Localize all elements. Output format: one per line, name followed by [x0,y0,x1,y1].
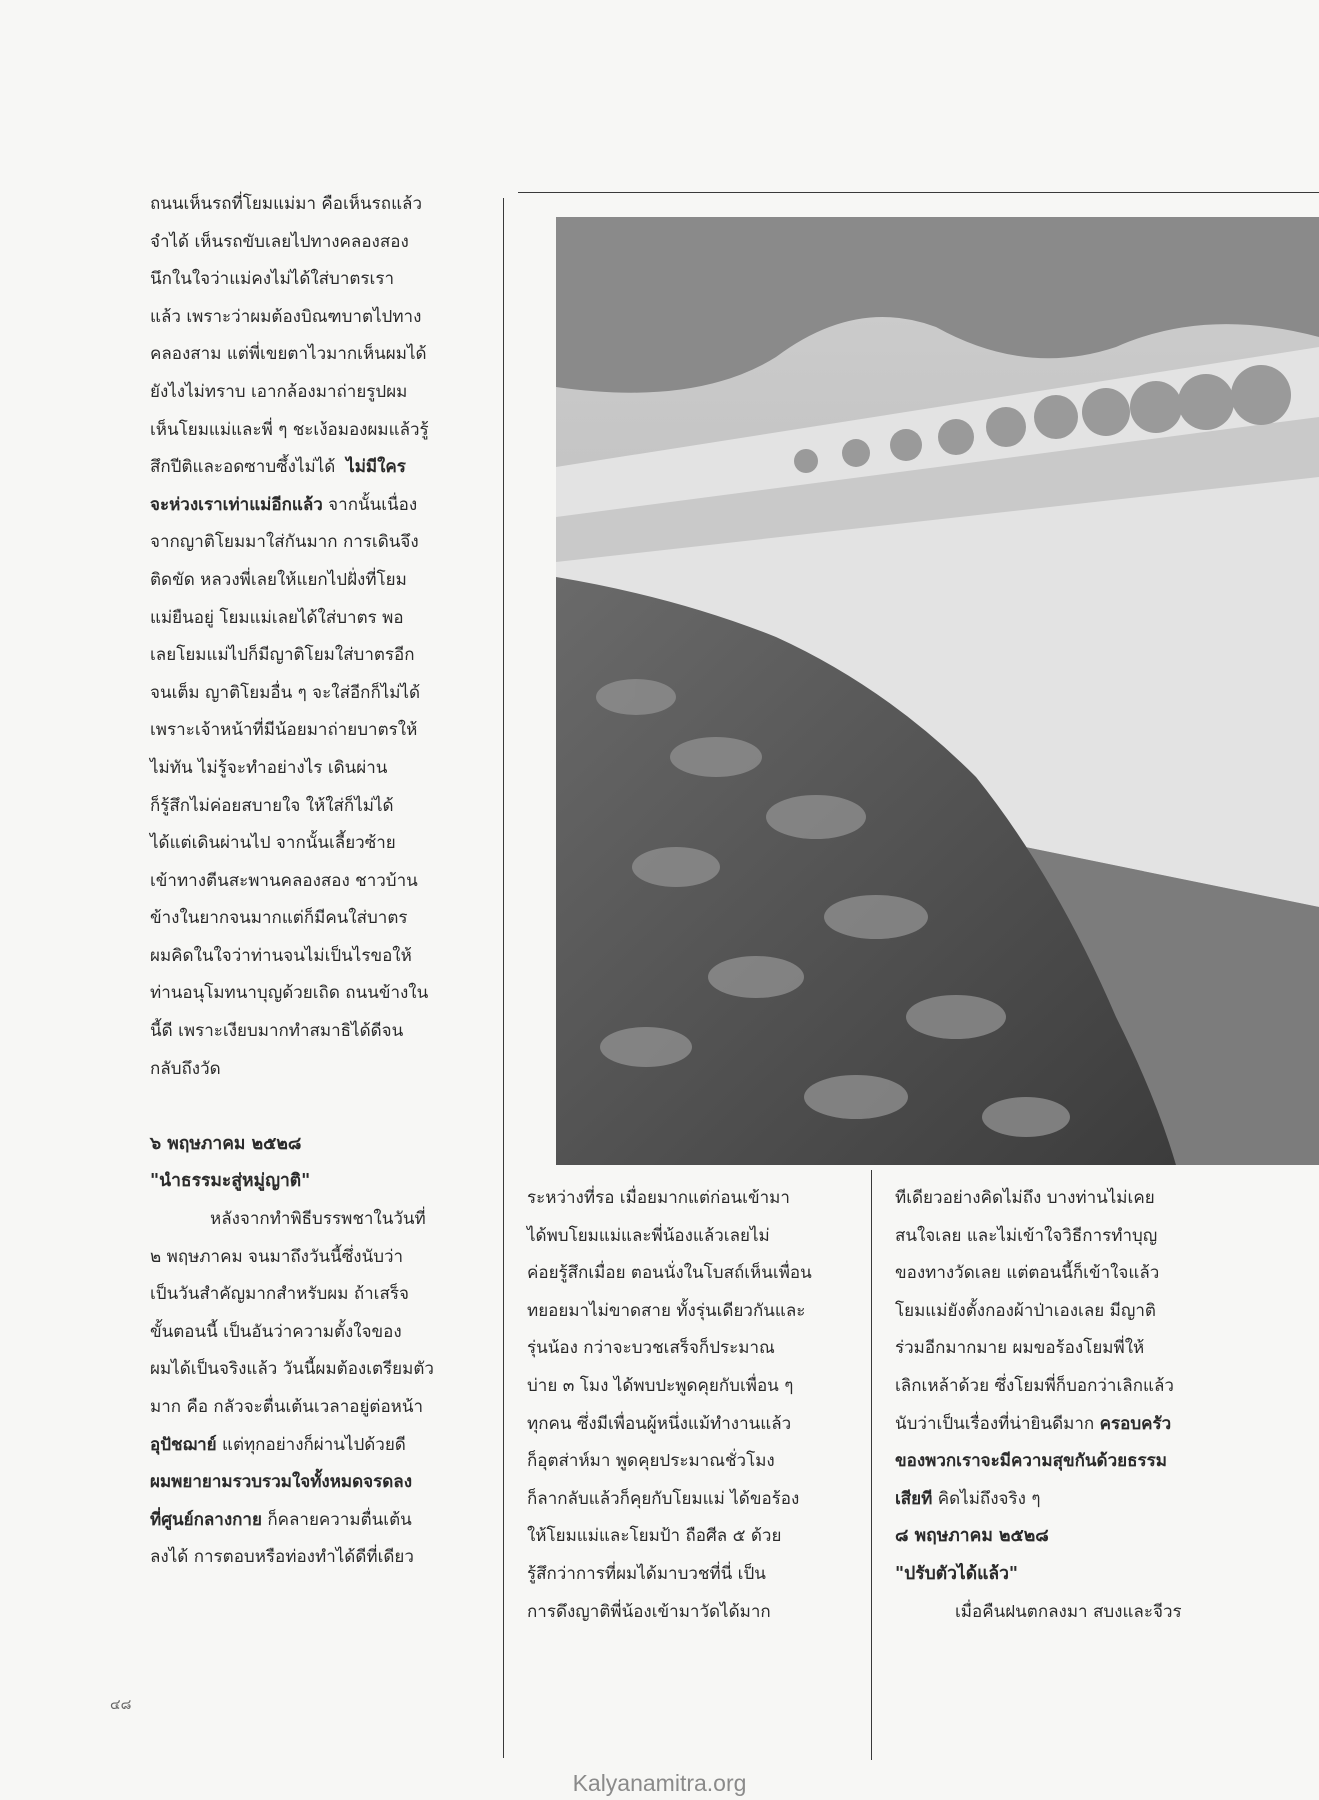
text-line: เมื่อคืนฝนตกลงมา สบงและจีวร [955,1601,1182,1622]
text-line: ทยอยมาไม่ขาดสาย ทั้งรุ่นเดียวกันและ [527,1300,806,1321]
text-line: นี้ดี เพราะเงียบมากทำสมาธิได้ดีจน [150,1021,404,1042]
text-line: คลองสาม แต่พี่เขยตาไวมากเห็นผมได้ [150,344,427,365]
text-line: ยังไงไม่ทราบ เอากล้องมาถ่ายรูปผม [150,381,408,402]
text-line: ข้างในยากจนมากแต่ก็มีคนใส่บาตร [150,908,408,929]
text-line: ร่วมอีกมากมาย ผมขอร้องโยมพี่ให้ [895,1338,1145,1359]
footer-watermark: Kalyanamitra.org [572,1770,747,1796]
text-line: กลับถึงวัด [150,1058,221,1079]
bold-phrase: อุปัชฌาย์ [150,1434,217,1455]
text-line: โยมแม่ยังตั้งกองผ้าป่าเองเลย มีญาติ [895,1300,1156,1321]
text-line [150,487,480,525]
bold-phrase: ไม่มีใคร [346,457,406,478]
text-line: ไม่ทัน ไม่รู้จะทำอย่างไร เดินผ่าน [150,757,388,778]
section-title: "ปรับตัวได้แล้ว" [895,1563,1019,1584]
text-segment: ก็คลายความตื่นเต้น [261,1509,412,1530]
text-line [150,1427,480,1465]
text-line: เลิกเหล้าด้วย ซึ่งโยมพี่ก็บอกว่าเลิกแล้ว [895,1375,1174,1396]
page-number: ๔๘ [110,1697,132,1713]
text-line: บ่าย ๓ โมง ได้พบปะพูดคุยกับเพื่อน ๆ [527,1375,794,1396]
monks-alms-photo [556,217,1319,1165]
date-heading: ๖ พฤษภาคม ๒๕๒๘ [150,1133,302,1154]
spacer [150,1088,480,1126]
text-line: เห็นโยมแม่และพี่ ๆ ชะเง้อมองผมแล้วรู้ [150,419,429,440]
column-3 [895,1180,1225,1631]
text-line: รู้สึกว่าการที่ผมได้มาบวชที่นี่ เป็น [527,1563,766,1584]
text-segment: นับว่าเป็นเรื่องที่น่ายินดีมาก [895,1413,1095,1434]
bold-phrase: ครอบครัว [1099,1413,1172,1434]
text-line: ได้พบโยมแม่และพี่น้องแล้วเลยไม่ [527,1225,770,1246]
text-line: ผมได้เป็นจริงแล้ว วันนี้ผมต้องเตรียมตัว [150,1359,434,1380]
text-line: แม่ยืนอยู่ โยมแม่เลยได้ใส่บาตร พอ [150,607,404,628]
text-line: นึกในใจว่าแม่คงไม่ได้ใส่บาตรเรา [150,269,395,290]
text-line: ถนนเห็นรถที่โยมแม่มา คือเห็นรถแล้ว [150,194,422,214]
text-line [895,1481,1225,1519]
text-segment: จากนั้นเนื่อง [322,494,418,515]
text-line: ทุกคน ซึ่งมีเพื่อนผู้หนึ่งแม้ทำงานแล้ว [527,1413,792,1434]
text-line: เข้าทางตีนสะพานคลองสอง ชาวบ้าน [150,870,418,891]
text-line [895,1406,1225,1444]
bold-phrase: ผมพยายามรวบรวมใจทั้งหมดจรดลง [150,1472,413,1493]
text-line: ท่านอนุโมทนาบุญด้วยเถิด ถนนข้างใน [150,983,429,1004]
text-line: การดึงญาติพี่น้องเข้ามาวัดได้มาก [527,1601,771,1622]
text-line: จำได้ เห็นรถขับเลยไปทางคลองสอง [150,231,409,252]
text-line: ลงได้ การตอบหรือท่องทำได้ดีที่เดียว [150,1547,414,1568]
text-line: ค่อยรู้สึกเมื่อย ตอนนั่งในโบสถ์เห็นเพื่อน [527,1263,812,1284]
section-title: "นำธรรมะสู่หมู่ญาติ" [150,1171,311,1192]
text-line: หลังจากทำพิธีบรรพชาในวันที่ [210,1209,426,1230]
text-line: ขั้นตอนนี้ เป็นอันว่าความตั้งใจของ [150,1321,402,1342]
text-line: เลยโยมแม่ไปก็มีญาติโยมใส่บาตรอีก [150,645,415,666]
text-line: เพราะเจ้าหน้าที่มีน้อยมาถ่ายบาตรให้ [150,720,418,741]
column-divider-2 [871,1170,872,1760]
date-heading: ๘ พฤษภาคม ๒๕๒๘ [895,1526,1049,1547]
text-line: ระหว่างที่รอ เมื่อยมากแต่ก่อนเข้ามา [527,1188,790,1208]
text-line: ติดขัด หลวงพี่เลยให้แยกไปฝั่งที่โยม [150,569,407,590]
text-line: ได้แต่เดินผ่านไป จากนั้นเลี้ยวซ้าย [150,833,396,854]
text-line: จากญาติโยมมาใส่กันมาก การเดินจึง [150,532,419,553]
bold-phrase: เสียที [895,1488,933,1509]
text-line: ก็อุตส่าห์มา พูดคุยประมาณชั่วโมง [527,1451,775,1472]
text-line [150,1502,480,1540]
text-line: ก็ลากลับแล้วก็คุยกับโยมแม่ ได้ขอร้อง [527,1488,800,1509]
bold-phrase: จะห่วงเราเท่าแม่อีกแล้ว [150,494,323,515]
text-segment: คิดไม่ถึงจริง ๆ [932,1488,1041,1509]
text-line: ของทางวัดเลย แต่ตอนนี้ก็เข้าใจแล้ว [895,1263,1160,1284]
text-line: ทีเดียวอย่างคิดไม่ถึง บางท่านไม่เคย [895,1188,1155,1208]
column-1 [150,186,480,1577]
text-line [150,449,480,487]
text-line: รุ่นน้อง กว่าจะบวชเสร็จก็ประมาณ [527,1338,775,1359]
text-line: ผมคิดในใจว่าท่านจนไม่เป็นไรขอให้ [150,945,412,966]
text-line: ให้โยมแม่และโยมป้า ถือศีล ๕ ด้วย [527,1526,782,1547]
text-line: ก็รู้สึกไม่ค่อยสบายใจ ให้ใส่ก็ไม่ได้ [150,795,394,816]
text-line: จนเต็ม ญาติโยมอื่น ๆ จะใส่อีกก็ไม่ได้ [150,682,421,703]
text-line: สนใจเลย และไม่เข้าใจวิธีการทำบุญ [895,1225,1158,1246]
text-segment: สึกปีติและอดซาบซึ้งไม่ได้ [150,457,336,478]
text-line: เป็นวันสำคัญมากสำหรับผม ถ้าเสร็จ [150,1284,409,1305]
bold-phrase: ของพวกเราจะมีความสุขกันด้วยธรรม [895,1451,1167,1472]
column-2 [527,1180,857,1631]
text-line: ๒ พฤษภาคม จนมาถึงวันนี้ซึ่งนับว่า [150,1246,404,1267]
top-rule [518,192,1319,193]
bold-phrase: ที่ศูนย์กลางกาย [150,1509,262,1530]
text-line: มาก คือ กลัวจะตื่นเต้นเวลาอยู่ต่อหน้า [150,1397,424,1417]
text-segment: แต่ทุกอย่างก็ผ่านไปด้วยดี [216,1434,406,1455]
column-divider-1 [503,198,504,1758]
text-line: แล้ว เพราะว่าผมต้องบิณฑบาตไปทาง [150,306,422,327]
